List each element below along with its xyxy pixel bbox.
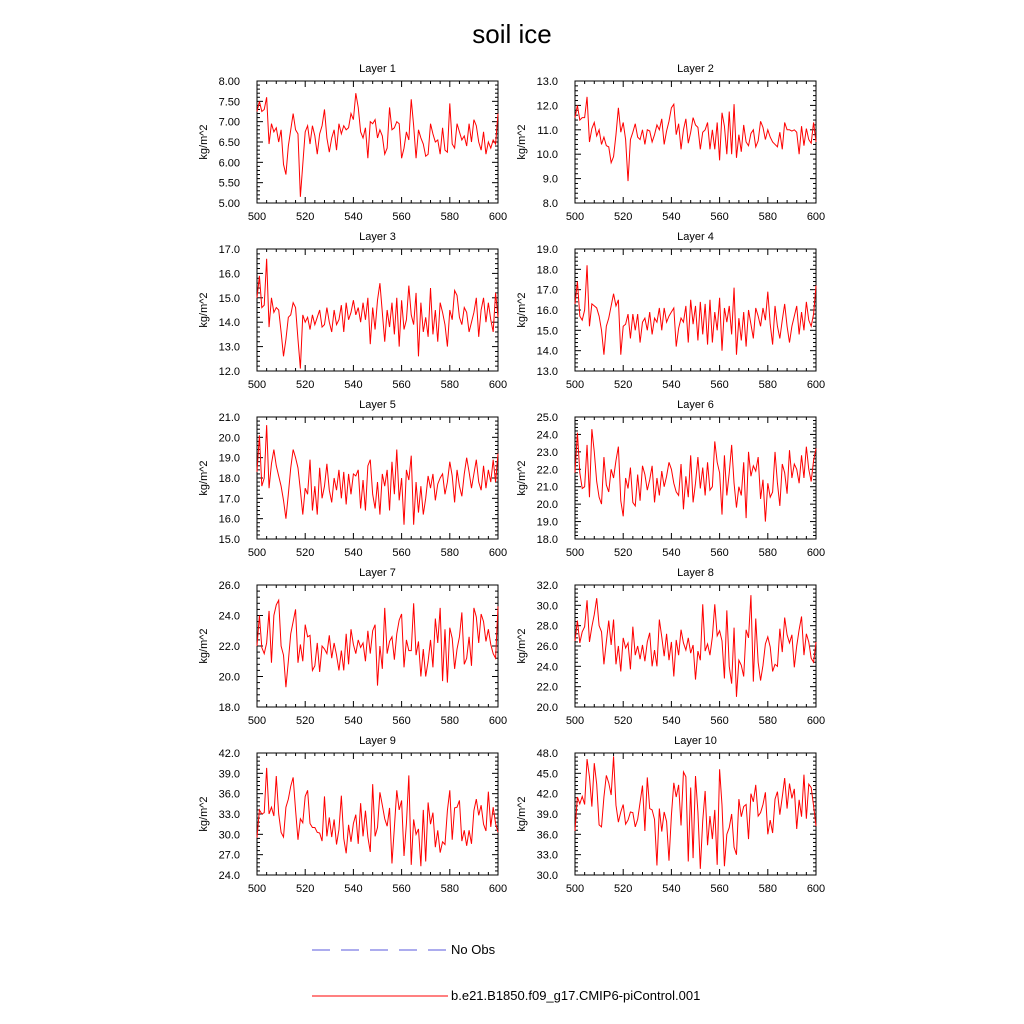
x-tick-label: 600 [806, 379, 826, 391]
y-tick-label: 6.50 [218, 137, 240, 149]
legend [312, 942, 700, 1003]
panel-title: Layer 6 [677, 399, 714, 411]
x-tick-label: 540 [344, 211, 363, 223]
x-tick-label: 500 [247, 547, 267, 559]
panel-title: Layer 7 [359, 567, 396, 579]
panel-title: Layer 3 [359, 231, 396, 243]
y-axis-label: kg/m^2 [516, 628, 528, 664]
series-line-model [575, 595, 816, 697]
panel-title: Layer 9 [359, 735, 396, 747]
y-tick-label: 24.0 [536, 429, 558, 442]
y-tick-label: 33.0 [218, 809, 240, 821]
y-tick-label: 21.0 [218, 412, 240, 424]
y-axis-label: kg/m^2 [516, 292, 528, 328]
y-tick-label: 24.0 [218, 870, 240, 882]
plot-frame [575, 585, 816, 707]
x-tick-label: 520 [296, 379, 315, 391]
panel-grid [198, 63, 825, 895]
y-tick-label: 16.0 [536, 305, 558, 317]
y-tick-label: 45.0 [536, 768, 558, 781]
x-tick-label: 520 [614, 883, 633, 895]
x-tick-label: 500 [247, 883, 267, 895]
y-tick-label: 9.0 [542, 173, 558, 186]
y-axis-label: kg/m^2 [516, 796, 528, 832]
x-tick-label: 520 [614, 211, 633, 223]
panel-layer-4 [516, 231, 825, 391]
y-tick-label: 36.0 [536, 829, 558, 842]
x-tick-label: 540 [344, 715, 363, 727]
y-tick-label: 14.0 [218, 317, 240, 330]
panel-layer-3 [198, 231, 507, 391]
y-tick-label: 17.0 [218, 244, 240, 256]
x-tick-label: 560 [392, 379, 411, 391]
y-tick-label: 12.0 [536, 100, 558, 113]
y-tick-label: 20.0 [218, 432, 240, 445]
x-tick-label: 560 [710, 883, 729, 895]
x-tick-label: 540 [662, 883, 681, 895]
y-tick-label: 15.0 [536, 325, 558, 338]
y-tick-label: 13.0 [536, 366, 558, 378]
series-line-model [257, 600, 498, 687]
panel-title: Layer 5 [359, 399, 396, 411]
panel-layer-1 [198, 63, 507, 223]
y-tick-label: 30.0 [536, 600, 558, 613]
panel-layer-7 [198, 567, 507, 727]
panel-title: Layer 2 [677, 63, 714, 75]
y-tick-label: 33.0 [536, 849, 558, 862]
x-tick-label: 560 [392, 211, 411, 223]
y-tick-label: 16.0 [218, 513, 240, 526]
panel-layer-8 [516, 567, 825, 727]
y-tick-label: 12.0 [218, 366, 240, 378]
panel-layer-9 [198, 735, 507, 895]
y-axis-label: kg/m^2 [198, 460, 210, 496]
x-tick-label: 540 [662, 211, 681, 223]
x-tick-label: 520 [614, 715, 633, 727]
panel-layer-2 [516, 63, 825, 223]
x-tick-label: 580 [440, 715, 459, 727]
y-tick-label: 22.0 [536, 681, 558, 694]
x-tick-label: 540 [662, 379, 681, 391]
y-tick-label: 26.0 [218, 580, 240, 592]
y-tick-label: 17.0 [536, 284, 558, 297]
x-tick-label: 500 [565, 379, 585, 391]
y-tick-label: 5.00 [218, 198, 240, 210]
x-tick-label: 520 [296, 547, 315, 559]
y-tick-label: 27.0 [218, 849, 240, 862]
y-tick-label: 8.00 [218, 76, 240, 88]
plot-frame [257, 585, 498, 707]
x-tick-label: 560 [392, 715, 411, 727]
y-tick-label: 16.0 [218, 268, 240, 281]
y-tick-label: 20.0 [536, 702, 558, 714]
panel-title: Layer 8 [677, 567, 714, 579]
panel-layer-6 [516, 399, 825, 559]
x-tick-label: 600 [806, 883, 826, 895]
y-tick-label: 30.0 [218, 829, 240, 842]
panel-title: Layer 10 [674, 735, 717, 747]
y-tick-label: 18.0 [218, 702, 240, 714]
series-line-model [257, 93, 498, 197]
y-tick-label: 32.0 [536, 580, 558, 592]
series-line-model [575, 756, 816, 869]
y-axis-label: kg/m^2 [198, 292, 210, 328]
legend-label-no-obs: No Obs [451, 942, 496, 957]
series-line-model [257, 425, 498, 525]
y-tick-label: 48.0 [536, 748, 558, 760]
y-axis-label: kg/m^2 [198, 124, 210, 160]
y-tick-label: 7.50 [218, 96, 240, 109]
x-tick-label: 540 [344, 379, 363, 391]
y-tick-label: 13.0 [536, 76, 558, 88]
x-tick-label: 520 [296, 883, 315, 895]
y-tick-label: 19.0 [536, 516, 558, 529]
y-axis-label: kg/m^2 [198, 796, 210, 832]
x-tick-label: 500 [565, 883, 585, 895]
plot-frame [257, 249, 498, 371]
x-tick-label: 500 [247, 379, 267, 391]
x-tick-label: 580 [440, 211, 459, 223]
x-tick-label: 560 [710, 211, 729, 223]
panel-title: Layer 1 [359, 63, 396, 75]
y-tick-label: 6.00 [218, 157, 240, 170]
y-tick-label: 15.0 [218, 292, 240, 305]
x-tick-label: 560 [710, 715, 729, 727]
y-tick-label: 7.00 [218, 116, 240, 129]
y-tick-label: 22.0 [536, 464, 558, 477]
y-tick-label: 30.0 [536, 870, 558, 882]
y-tick-label: 24.0 [536, 661, 558, 674]
y-tick-label: 19.0 [218, 452, 240, 465]
panel-layer-10 [516, 735, 825, 895]
y-tick-label: 28.0 [536, 620, 558, 633]
x-tick-label: 520 [296, 715, 315, 727]
y-tick-label: 8.0 [542, 198, 558, 210]
series-line-model [575, 429, 816, 521]
x-tick-label: 600 [488, 715, 508, 727]
y-tick-label: 23.0 [536, 446, 558, 459]
y-tick-label: 20.0 [536, 499, 558, 512]
x-tick-label: 500 [565, 715, 585, 727]
x-tick-label: 500 [247, 211, 267, 223]
x-tick-label: 580 [440, 547, 459, 559]
panel-layer-5 [198, 399, 507, 559]
x-tick-label: 560 [710, 547, 729, 559]
x-tick-label: 500 [247, 715, 267, 727]
y-tick-label: 5.50 [218, 177, 240, 190]
y-tick-label: 42.0 [218, 748, 240, 760]
series-line-model [257, 259, 498, 369]
y-tick-label: 22.0 [218, 641, 240, 653]
x-tick-label: 600 [806, 547, 826, 559]
x-tick-label: 560 [392, 547, 411, 559]
y-tick-label: 14.0 [536, 345, 558, 358]
x-tick-label: 580 [758, 547, 777, 559]
y-tick-label: 18.0 [536, 264, 558, 277]
y-tick-label: 10.0 [536, 149, 558, 162]
y-tick-label: 13.0 [218, 341, 240, 354]
x-tick-label: 580 [440, 883, 459, 895]
y-tick-label: 15.0 [218, 534, 240, 546]
legend-label-model: b.e21.B1850.f09_g17.CMIP6-piControl.001 [451, 988, 701, 1003]
x-tick-label: 580 [758, 379, 777, 391]
series-line-model [257, 768, 498, 866]
y-tick-label: 11.0 [537, 124, 558, 137]
y-tick-label: 18.0 [218, 473, 240, 485]
x-tick-label: 540 [344, 547, 363, 559]
y-tick-label: 18.0 [536, 534, 558, 546]
plot-frame [257, 81, 498, 203]
x-tick-label: 560 [392, 883, 411, 895]
panel-title: Layer 4 [677, 231, 714, 243]
y-axis-label: kg/m^2 [516, 460, 528, 496]
x-tick-label: 500 [565, 211, 585, 223]
series-line-model [575, 265, 816, 354]
x-tick-label: 520 [614, 547, 633, 559]
x-tick-label: 540 [662, 547, 681, 559]
y-tick-label: 19.0 [536, 244, 558, 256]
x-tick-label: 600 [488, 547, 508, 559]
plot-frame [257, 417, 498, 539]
y-tick-label: 25.0 [536, 412, 558, 424]
x-tick-label: 580 [758, 883, 777, 895]
x-tick-label: 600 [488, 883, 508, 895]
x-tick-label: 520 [614, 379, 633, 391]
y-tick-label: 26.0 [536, 641, 558, 653]
plot-frame [575, 81, 816, 203]
y-tick-label: 17.0 [218, 493, 240, 506]
y-tick-label: 39.0 [536, 809, 558, 821]
x-tick-label: 600 [806, 715, 826, 727]
y-axis-label: kg/m^2 [516, 124, 528, 160]
series-line-model [575, 97, 816, 181]
x-tick-label: 560 [710, 379, 729, 391]
x-tick-label: 580 [758, 715, 777, 727]
y-tick-label: 20.0 [218, 671, 240, 684]
x-tick-label: 540 [662, 715, 681, 727]
y-tick-label: 39.0 [218, 768, 240, 781]
y-tick-label: 42.0 [536, 788, 558, 801]
x-tick-label: 580 [440, 379, 459, 391]
plot-frame [257, 753, 498, 875]
x-tick-label: 600 [806, 211, 826, 223]
x-tick-label: 600 [488, 211, 508, 223]
x-tick-label: 580 [758, 211, 777, 223]
y-tick-label: 21.0 [536, 481, 558, 494]
x-tick-label: 520 [296, 211, 315, 223]
figure-title: soil ice [472, 19, 552, 49]
x-tick-label: 500 [565, 547, 585, 559]
x-tick-label: 540 [344, 883, 363, 895]
y-tick-label: 24.0 [218, 610, 240, 623]
x-tick-label: 600 [488, 379, 508, 391]
y-axis-label: kg/m^2 [198, 628, 210, 664]
y-tick-label: 36.0 [218, 788, 240, 801]
